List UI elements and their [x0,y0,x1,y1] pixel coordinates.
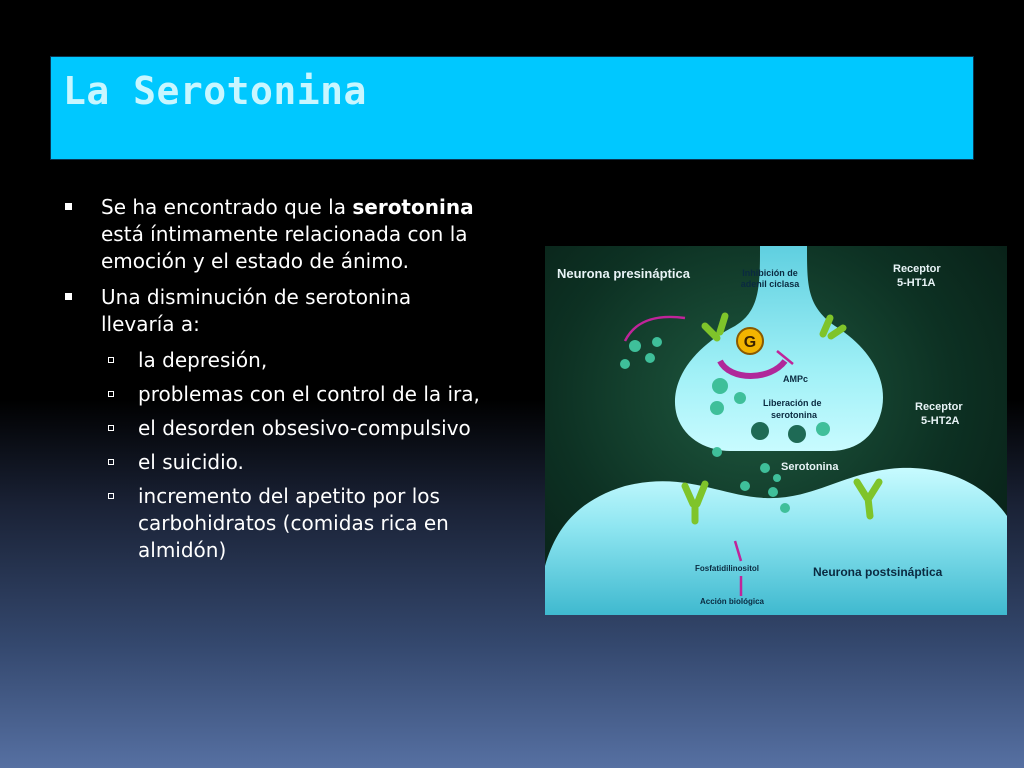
hollow-square-bullet-icon [108,425,114,431]
postsynaptic-label: Neurona postsináptica [813,565,943,579]
bullet-item-1 [62,194,482,275]
square-bullet-icon [65,203,72,210]
hollow-square-bullet-icon [108,493,114,499]
slide-title: La Serotonina [63,69,367,113]
sub-bullet-text: el desorden obsesivo-compulsivo [138,416,471,440]
release-label-1: Liberación de [763,398,822,408]
receptor-5ht2a-label-1: Receptor [915,401,963,413]
bullet-text: está íntimamente relacionada con la emoción y el estado de ánimo. [101,222,468,273]
inhibition-label-2: adenil ciclasa [740,279,800,289]
g-protein-label: G [743,334,757,351]
title-bar [51,57,973,159]
receptor-5ht1a-icon-left [705,316,725,338]
ampc-label: AMPc [783,374,809,384]
hollow-square-bullet-icon [108,459,114,465]
bullet-text: Una disminución de serotonina llevaría a: [101,285,412,336]
presynaptic-label: Neurona presináptica [557,266,690,281]
receptor-5ht2a-label-2: 5-HT2A [921,415,960,427]
bullet-text: Se ha encontrado que la [101,195,346,219]
receptor-5ht1a-label-1: Receptor [893,263,941,275]
sub-bullet-text: el suicidio. [138,450,244,474]
sub-bullet-item [62,415,482,442]
sub-bullet-text: incremento del apetito por los carbohidratos (comidas rica en almidón) [138,484,449,562]
bullet-list [62,194,482,571]
phospho-label: Fosfatidilinositol [695,564,759,573]
bullet-text-bold: serotonina [352,195,474,219]
sub-bullet-item [62,347,482,374]
sub-bullet-item [62,381,482,408]
inhibition-label-1: Inhibición de [742,268,798,278]
synapse-diagram [545,246,1007,615]
receptor-5ht1a-label-2: 5-HT1A [897,277,936,289]
release-label-2: serotonina [771,410,818,420]
bullet-item-2 [62,284,482,338]
biological-action-label: Acción biológica [700,597,765,606]
sub-bullet-item [62,449,482,476]
square-bullet-icon [65,293,72,300]
hollow-square-bullet-icon [108,391,114,397]
hollow-square-bullet-icon [108,357,114,363]
sub-bullet-text: problemas con el control de la ira, [138,382,480,406]
sub-bullet-text: la depresión, [138,348,268,372]
serotonin-label: Serotonina [781,461,839,473]
sub-bullet-item [62,483,482,564]
synapse-illustration [545,246,1007,615]
